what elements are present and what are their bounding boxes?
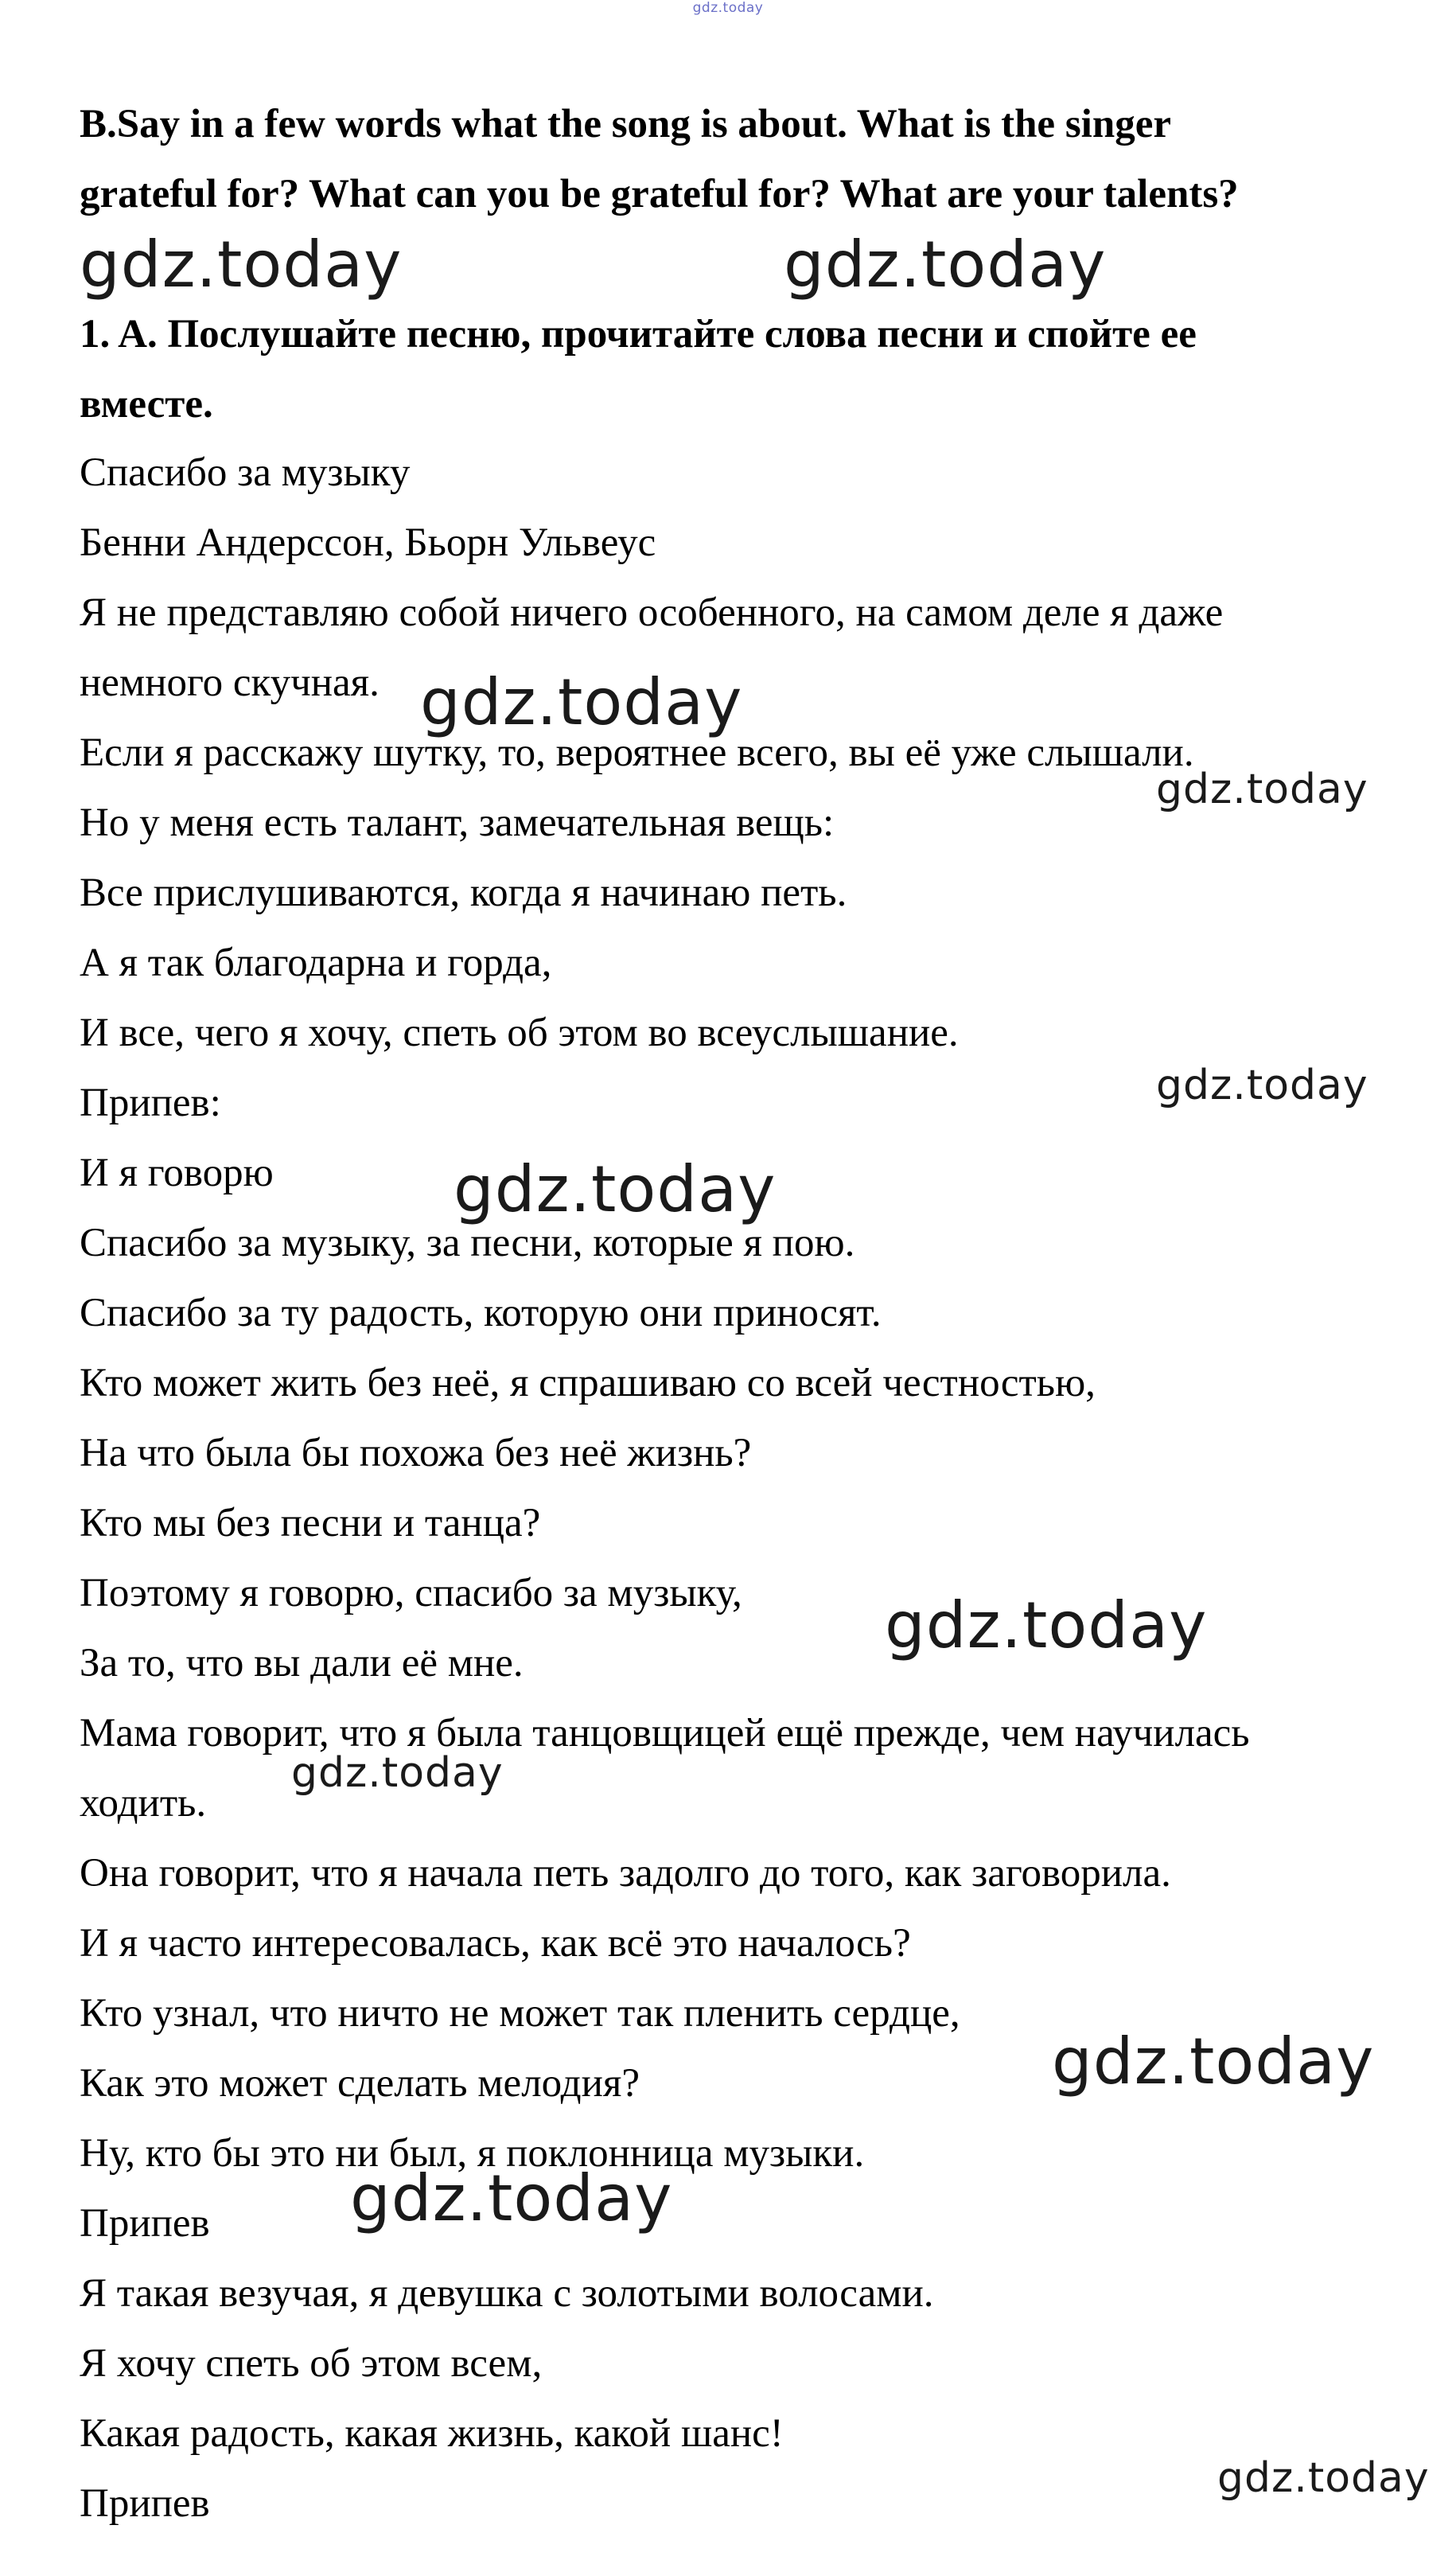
watermark: gdz.today (1156, 1062, 1368, 1109)
song-line: На что была бы похожа без неё жизнь? (80, 1431, 752, 1475)
song-line: Как это может сделать мелодия? (80, 2061, 640, 2106)
song-line: Мама говорит, что я была танцовщицей ещё прежде, чем научилась (80, 1711, 1250, 1756)
top-watermark: gdz.today (692, 0, 764, 16)
song-line: А я так благодарна и горда, (80, 941, 552, 985)
song-line: Какая радость, какая жизнь, какой шанс! (80, 2411, 784, 2456)
chorus-label: Припев: (80, 1081, 221, 1125)
song-line: Но у меня есть талант, замечательная вещь: (80, 801, 835, 845)
song-line: За то, что вы дали её мне. (80, 1641, 524, 1685)
task-b-heading-line-1: B.Say in a few words what the song is about. What is the singer (80, 102, 1171, 146)
song-line: немного скучная. (80, 661, 380, 705)
song-line: Спасибо за музыку, за песни, которые я пою. (80, 1221, 855, 1265)
watermark: gdz.today (1156, 766, 1368, 813)
song-line: Ну, кто бы это ни был, я поклонница музыки. (80, 2131, 865, 2176)
song-title: Спасибо за музыку (80, 450, 411, 495)
task-b-heading-line-2: grateful for? What can you be grateful for? What are your talents? (80, 172, 1239, 216)
chorus-label: Припев (80, 2201, 210, 2246)
watermark: gdz.today (1052, 2024, 1375, 2098)
song-line: ходить. (80, 1781, 207, 1826)
song-line: Кто узнал, что ничто не может так пленить сердце, (80, 1991, 960, 2036)
task-1-heading-line-2: вместе. (80, 382, 213, 427)
watermark: gdz.today (420, 665, 743, 739)
watermark: gdz.today (80, 228, 403, 302)
song-line: Кто может жить без неё, я спрашиваю со всей честностью, (80, 1361, 1096, 1405)
song-line: Я такая везучая, я девушка с золотыми волосами. (80, 2271, 934, 2316)
chorus-label: Припев (80, 2481, 210, 2526)
watermark: gdz.today (784, 228, 1107, 302)
watermark: gdz.today (454, 1152, 777, 1226)
watermark: gdz.today (1217, 2454, 1430, 2502)
song-line: И я часто интересовалась, как всё это началось? (80, 1921, 911, 1966)
song-line: Я хочу спеть об этом всем, (80, 2341, 543, 2386)
watermark: gdz.today (291, 1749, 504, 1797)
song-line: Поэтому я говорю, спасибо за музыку, (80, 1571, 742, 1615)
watermark: gdz.today (350, 2161, 673, 2235)
song-line: Я не представляю собой ничего особенного, на самом деле я даже (80, 590, 1224, 635)
song-line: Все прислушиваются, когда я начинаю петь. (80, 871, 847, 915)
song-authors: Бенни Андерссон, Бьорн Ульвеус (80, 520, 656, 565)
watermark: gdz.today (885, 1588, 1208, 1662)
song-line: Кто мы без песни и танца? (80, 1501, 541, 1545)
task-1-heading-line-1: 1. A. Послушайте песню, прочитайте слова песни и спойте ее (80, 312, 1197, 357)
song-line: Если я расскажу шутку, то, вероятнее всего, вы её уже слышали. (80, 731, 1194, 775)
song-line: И все, чего я хочу, спеть об этом во всеуслышание. (80, 1011, 959, 1055)
song-line: И я говорю (80, 1151, 274, 1195)
song-line: Спасибо за ту радость, которую они приносят. (80, 1291, 882, 1335)
song-line: Она говорит, что я начала петь задолго до того, как заговорила. (80, 1851, 1171, 1896)
